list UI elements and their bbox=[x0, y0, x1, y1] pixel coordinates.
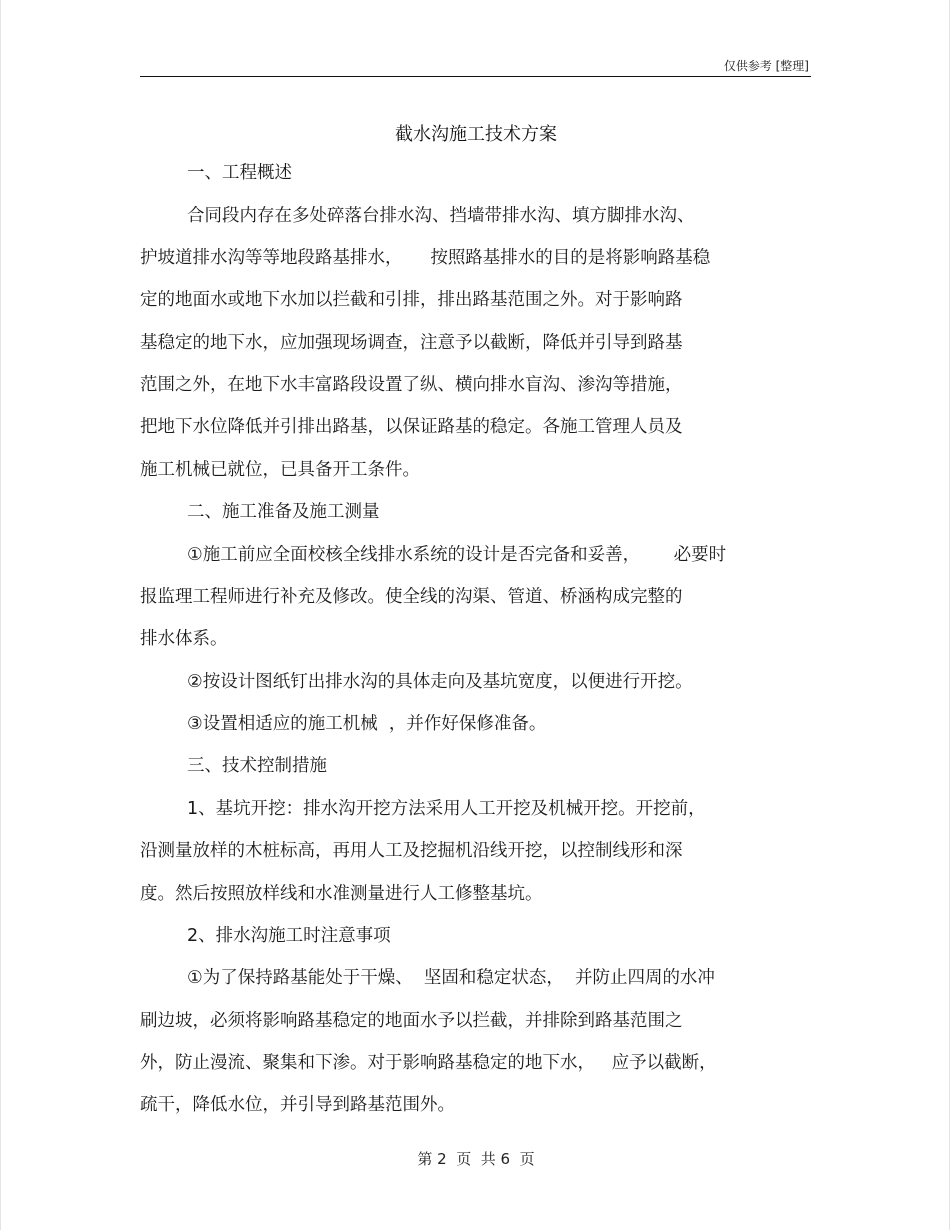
paragraph-line: 护坡道排水沟等等地段路基排水， 按照路基排水的目的是将影响路基稳 bbox=[140, 248, 711, 268]
paragraph-line: 定的地面水或地下水加以拦截和引排，排出路基范围之外。对于影响路 bbox=[140, 290, 683, 310]
paragraph-line: 范围之外，在地下水丰富路段设置了纵、横向排水盲沟、渗沟等措施， bbox=[140, 375, 683, 395]
paragraph-line: 排水体系。 bbox=[140, 629, 228, 649]
document-title: 截水沟施工技术方案 bbox=[395, 124, 557, 145]
paragraph-line: 施工机械已就位，已具备开工条件。 bbox=[140, 460, 420, 480]
header-rule bbox=[140, 76, 811, 77]
paragraph-line: ①施工前应全面校核全线排水系统的设计是否完备和妥善， 必要时 bbox=[187, 545, 727, 565]
paragraph-line: 1、基坑开挖：排水沟开挖方法采用人工开挖及机械开挖。开挖前， bbox=[187, 799, 706, 819]
paragraph-line: 把地下水位降低并引排出路基，以保证路基的稳定。各施工管理人员及 bbox=[140, 417, 683, 437]
header-note: 仅供参考 [整理] bbox=[723, 59, 809, 73]
page-number: 第 2 页 共 6 页 bbox=[417, 1150, 535, 1168]
paragraph-line: 外，防止漫流、聚集和下渗。对于影响路基稳定的地下水， 应予以截断， bbox=[140, 1053, 717, 1073]
paragraph-line: 疏干，降低水位，并引导到路基范围外。 bbox=[140, 1095, 455, 1115]
subsection-heading: 2、排水沟施工时注意事项 bbox=[187, 926, 391, 946]
section-heading: 一、工程概述 bbox=[187, 163, 292, 183]
paragraph-line: 度。然后按照放样线和水准测量进行人工修整基坑。 bbox=[140, 884, 543, 904]
paragraph-line: 报监理工程师进行补充及修改。使全线的沟渠、管道、桥涵构成完整的 bbox=[140, 587, 683, 607]
section-heading: 二、施工准备及施工测量 bbox=[187, 502, 380, 522]
paragraph-line: 刷边坡，必须将影响路基稳定的地面水予以拦截，并排除到路基范围之 bbox=[140, 1011, 683, 1031]
paragraph-line: ①为了保持路基能处于干燥、 坚固和稳定状态， 并防止四周的水冲 bbox=[187, 968, 715, 988]
paragraph-line: ②按设计图纸钉出排水沟的具体走向及基坑宽度，以便进行开挖。 bbox=[187, 672, 693, 692]
section-heading: 三、技术控制措施 bbox=[187, 756, 327, 776]
paragraph-line: ③设置相适应的施工机械 ，并作好保修准备。 bbox=[187, 714, 547, 734]
paragraph-line: 合同段内存在多处碎落台排水沟、挡墙带排水沟、填方脚排水沟、 bbox=[187, 206, 695, 226]
paragraph-line: 基稳定的地下水，应加强现场调查，注意予以截断，降低并引导到路基 bbox=[140, 333, 683, 353]
paragraph-line: 沿测量放样的木桩标高，再用人工及挖掘机沿线开挖，以控制线形和深 bbox=[140, 841, 683, 861]
